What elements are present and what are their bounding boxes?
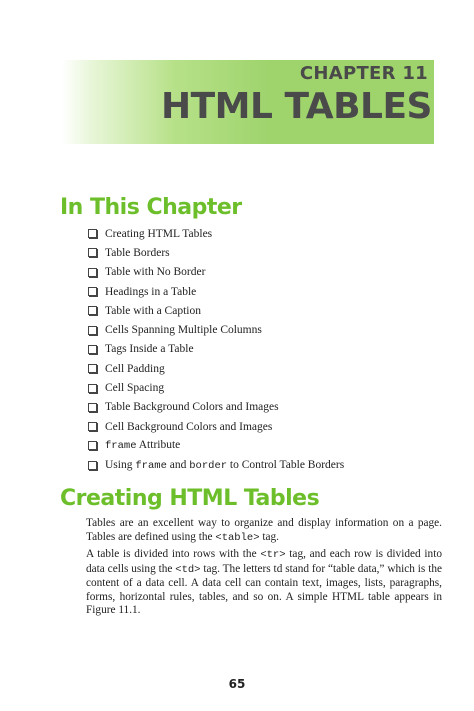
checkbox-bullet-icon	[88, 364, 97, 373]
topic-item	[88, 417, 344, 436]
topic-label: Table with a Caption	[105, 304, 201, 317]
checkbox-bullet-icon	[88, 403, 97, 412]
topic-item	[88, 263, 344, 282]
code-table-tag: <table>	[215, 531, 260, 544]
checkbox-bullet-icon	[88, 326, 97, 335]
topic-label: Table with No Border	[105, 266, 206, 279]
topic-item	[88, 456, 344, 475]
topic-label: Cell Background Colors and Images	[105, 420, 273, 433]
topic-item	[88, 301, 344, 320]
topic-label: Creating HTML Tables	[105, 227, 213, 240]
checkbox-bullet-icon	[88, 384, 97, 393]
topic-label: Using frame and border to Control Table Borders	[105, 458, 345, 472]
code-frame: frame	[105, 440, 137, 453]
topic-label: frame Attribute	[105, 439, 181, 453]
topic-item	[88, 243, 344, 262]
code-border: border	[189, 459, 228, 472]
topic-item	[88, 378, 344, 397]
page-number: 65	[228, 677, 246, 691]
checkbox-bullet-icon	[88, 345, 97, 354]
topic-label: Table Borders	[105, 246, 170, 259]
checkbox-bullet-icon	[88, 268, 97, 277]
chapter-title: HTML TABLES	[160, 86, 432, 127]
in-this-chapter-heading: In This Chapter	[60, 195, 242, 220]
checkbox-bullet-icon	[88, 461, 97, 470]
code-frame: frame	[135, 459, 167, 472]
topic-item	[88, 436, 344, 455]
checkbox-bullet-icon	[88, 248, 97, 257]
topic-label: Cells Spanning Multiple Columns	[105, 324, 262, 337]
topic-label: Tags Inside a Table	[105, 343, 194, 356]
checkbox-bullet-icon	[88, 441, 97, 450]
code-td-tag: <td>	[175, 563, 201, 576]
paragraph-intro: Tables are an excellent way to organize and display information on a page. Tables are defined using the <table> tag.	[86, 517, 442, 544]
topic-item	[88, 282, 344, 301]
paragraph-rows-cells: A table is divided into rows with the <tr> tag, and each row is divided into data cells using the <td> tag. The letters td stand for “table data,” which is the content of a data cell. A data cell can contain text, images, lists, paragraphs, forms, horizontal rules, tables, and so on. A simple HTML table appears in Figure 11.1.	[86, 548, 442, 617]
topic-item	[88, 398, 344, 417]
topic-item	[88, 320, 344, 339]
checkbox-bullet-icon	[88, 287, 97, 296]
chapter-topic-list	[88, 224, 344, 475]
topic-label: Headings in a Table	[105, 285, 197, 298]
topic-label: Table Background Colors and Images	[105, 401, 279, 414]
checkbox-bullet-icon	[88, 229, 97, 238]
code-tr-tag: <tr>	[260, 549, 286, 561]
topic-item	[88, 224, 344, 243]
topic-item	[88, 340, 344, 359]
topic-label: Cell Spacing	[105, 382, 165, 395]
checkbox-bullet-icon	[88, 422, 97, 431]
topic-label: Cell Padding	[105, 362, 165, 375]
checkbox-bullet-icon	[88, 306, 97, 315]
topic-item	[88, 359, 344, 378]
section-heading: Creating HTML Tables	[60, 486, 320, 511]
chapter-number: CHAPTER 11	[299, 63, 428, 84]
